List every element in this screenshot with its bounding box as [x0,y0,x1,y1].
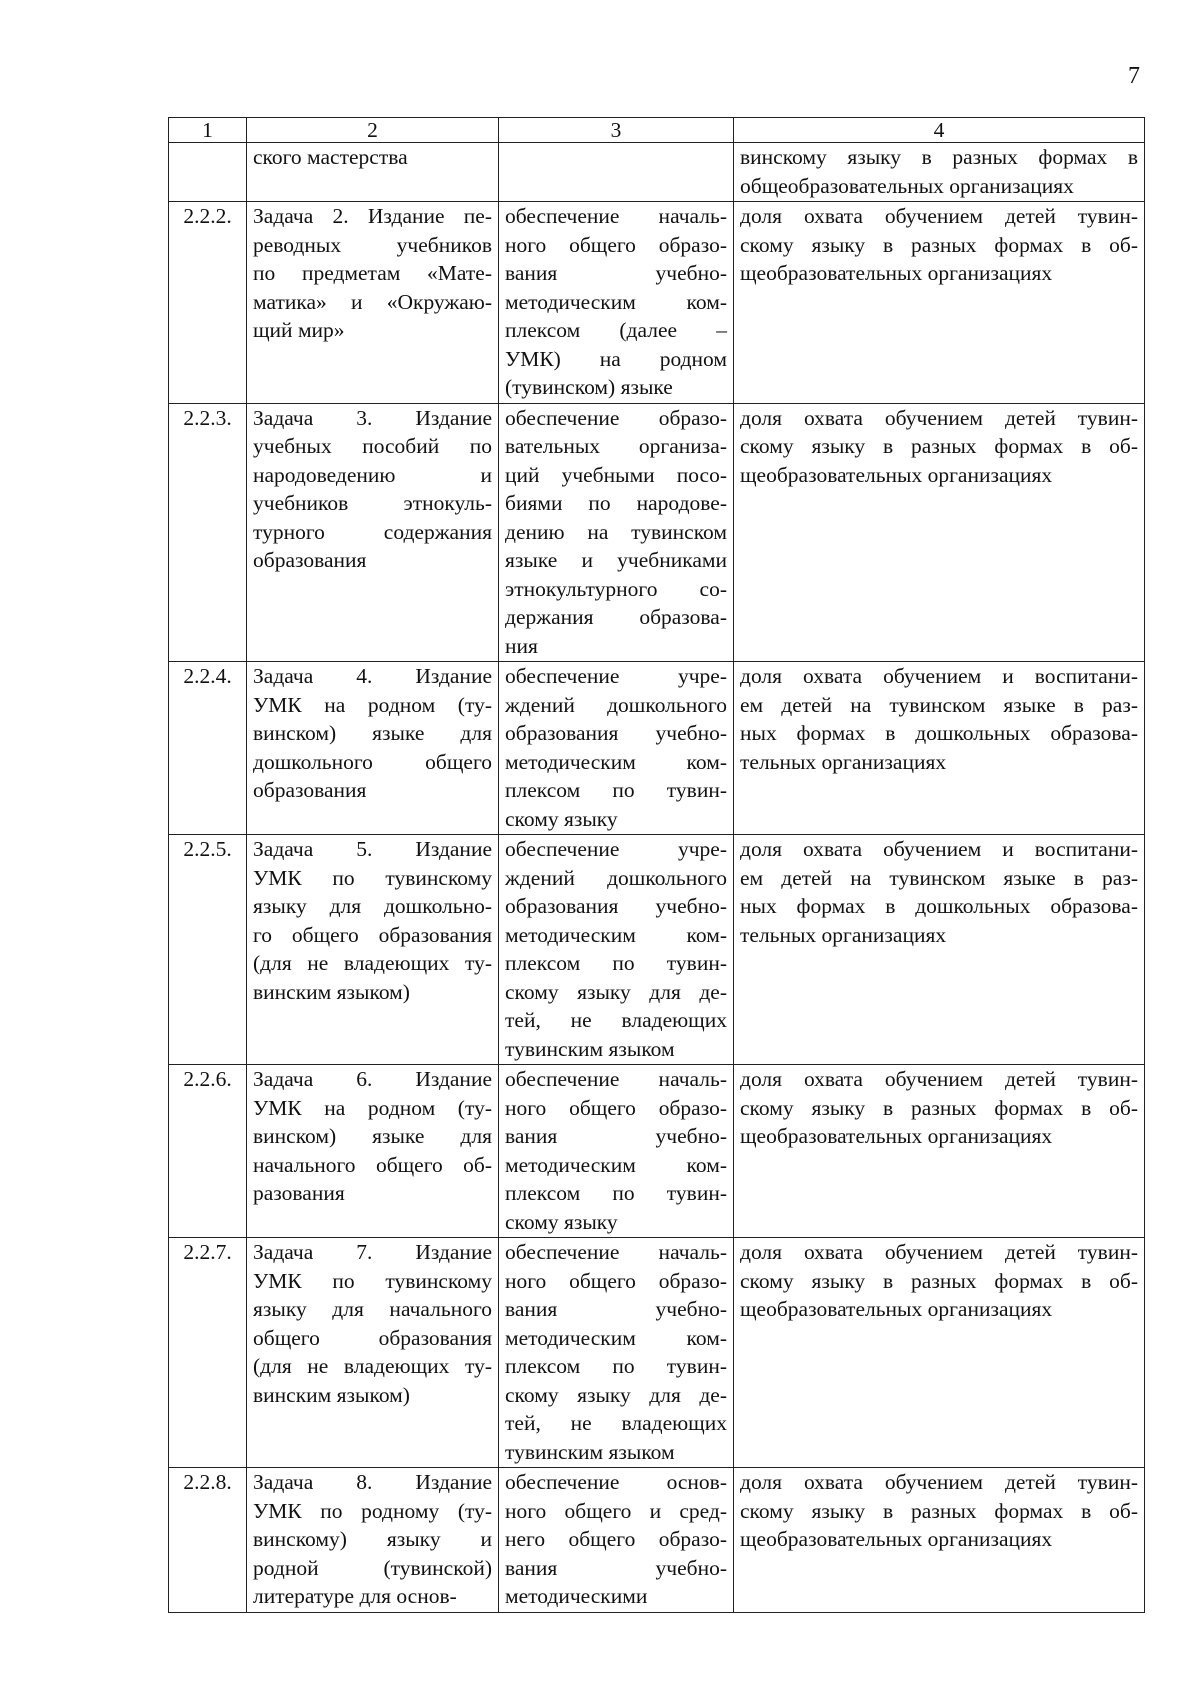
measure-line: образования учебно- [505,721,727,745]
measure-line: этнокультурного со- [505,576,727,601]
task-line: языку для начального [253,1297,492,1321]
table-row [169,1238,1145,1468]
measure-line: ждений дошкольного [505,865,727,890]
indicator-line: тельных организациях [740,749,947,774]
task-line: начального общего об- [253,1152,492,1177]
task-line: УМК по тувинскому [253,865,492,890]
task-line: народоведению и [253,462,492,487]
task-line: по предметам «Мате- [253,261,492,285]
task-line: Задача 6. Издание [253,1067,492,1091]
measure-line: методическим ком- [505,922,727,947]
column-number-row [169,118,1145,143]
measure-line: тей, не владеющих [505,1411,727,1435]
measure-line: плексом по тувин- [505,778,727,802]
indicator-line: скому языку в разных формах в об- [740,1268,1138,1293]
task-line: ского мастерства [253,145,408,169]
task-line: УМК на родном (ту- [253,1095,492,1120]
measure-line: методическим ком- [505,1325,727,1350]
indicator-line: щеобразовательных организациях [740,1124,1053,1148]
table-row [169,403,1145,662]
task-line: Задача 7. Издание [253,1240,492,1264]
item-number-cell: 2.2.3. [169,403,247,662]
task-line: литературе для основ- [253,1584,457,1608]
task-line: винским языком) [253,1382,410,1407]
task-cell [247,662,499,835]
task-line: языку для дошкольно- [253,894,492,918]
measure-line: ного общего образо- [505,232,727,257]
indicator-line: доля охвата обучением детей тувин- [740,1470,1138,1494]
task-line: (для не владеющих ту- [253,1354,492,1378]
task-line: реводных учебников [253,232,492,257]
table-row [169,202,1145,404]
table-body [169,143,1145,1613]
measure-cell [499,1468,734,1613]
table-row [169,1065,1145,1238]
task-line: матика» и «Окружаю- [253,289,492,314]
indicator-line: скому языку в разных формах в об- [740,232,1138,257]
task-line: Задача 4. Издание [253,664,492,688]
indicator-line: доля охвата обучением детей тувин- [740,405,1138,430]
task-line: (для не владеющих ту- [253,951,492,975]
measure-line: плексом по тувин- [505,951,727,975]
task-cell [247,1468,499,1613]
measure-line: него общего образо- [505,1527,727,1551]
measure-line: ций учебными посо- [505,462,727,487]
item-number-cell: 2.2.7. [169,1238,247,1468]
table-row [169,835,1145,1065]
measure-line: плексом по тувин- [505,1181,727,1205]
table-row [169,1468,1145,1613]
measure-cell [499,662,734,835]
column-number: 4 [734,118,1145,143]
measure-line: УМК) на родном [505,346,727,371]
task-line: щий мир» [253,318,345,342]
task-line: винскому) языку и [253,1527,492,1551]
measure-line: обеспечение основ- [505,1470,727,1494]
measure-cell [499,202,734,404]
indicator-line: доля охвата обучением детей тувин- [740,1240,1138,1264]
task-line: учебников этнокуль- [253,491,492,515]
task-line: винским языком) [253,979,410,1004]
indicator-line: щеобразовательных организациях [740,1527,1053,1551]
indicator-cell [734,1468,1145,1613]
task-line: го общего образования [253,922,492,947]
indicator-cell [734,202,1145,404]
item-number-cell: 2.2.5. [169,835,247,1065]
measure-line: биями по народове- [505,491,727,515]
measure-line: вания учебно- [505,1124,727,1148]
task-cell [247,403,499,662]
indicator-line: щеобразовательных организациях [740,462,1053,487]
column-number: 2 [247,118,499,143]
measure-line: скому языку [505,1209,618,1234]
measure-line: (тувинском) языке [505,375,673,399]
measure-line: ного общего образо- [505,1268,727,1293]
measure-line: обеспечение началь- [505,1240,727,1264]
table-row [169,143,1145,202]
task-cell [247,143,499,202]
task-line: Задача 5. Издание [253,837,492,861]
task-line: Задача 2. Издание пе- [253,204,492,228]
measure-line: тувинским языком [505,1439,675,1464]
indicator-line: ных формах в дошкольных образова- [740,894,1138,918]
measure-cell [499,143,734,202]
measure-line: вательных организа- [505,434,727,458]
task-line: образования [253,548,367,572]
task-line: дошкольного общего [253,749,492,774]
task-cell [247,1238,499,1468]
measure-line: образования учебно- [505,894,727,918]
measure-line: плексом (далее – [505,318,727,342]
measure-line: языке и учебниками [505,548,727,572]
indicator-cell [734,1238,1145,1468]
measure-cell [499,403,734,662]
indicator-cell [734,835,1145,1065]
measure-line: ного общего и сред- [505,1498,727,1523]
indicator-line: винскому языку в разных формах в [740,145,1138,169]
indicator-line: доля охвата обучением детей тувин- [740,204,1138,228]
indicator-line: тельных организациях [740,922,947,947]
measure-line: вания учебно- [505,261,727,285]
indicator-line: ем детей на тувинском языке в раз- [740,865,1138,890]
task-line: родной (тувинской) [253,1555,492,1580]
task-line: Задача 3. Издание [253,405,492,430]
task-cell [247,835,499,1065]
column-number: 3 [499,118,734,143]
measure-line: скому языку для де- [505,979,727,1004]
measure-line: методическими [505,1584,648,1608]
indicator-line: скому языку в разных формах в об- [740,434,1138,458]
item-number-cell [169,143,247,202]
measure-cell [499,1065,734,1238]
measure-line: вания учебно- [505,1297,727,1321]
item-number-cell: 2.2.8. [169,1468,247,1613]
indicator-line: доля охвата обучением и воспитани- [740,837,1138,861]
indicator-line: ных формах в дошкольных образова- [740,721,1138,745]
task-line: УМК на родном (ту- [253,692,492,717]
indicator-line: скому языку в разных формах в об- [740,1498,1138,1523]
measure-line: обеспечение учре- [505,664,727,688]
task-line: УМК по родному (ту- [253,1498,492,1523]
measure-line: ного общего образо- [505,1095,727,1120]
program-table [168,117,1145,1613]
indicator-line: скому языку в разных формах в об- [740,1095,1138,1120]
task-cell [247,1065,499,1238]
task-line: разования [253,1181,345,1205]
task-line: Задача 8. Издание [253,1470,492,1494]
measure-line: держания образова- [505,605,727,629]
measure-line: обеспечение началь- [505,204,727,228]
page-number: 7 [1128,63,1140,89]
task-line: УМК по тувинскому [253,1268,492,1293]
task-cell [247,202,499,404]
indicator-line: щеобразовательных организациях [740,1297,1053,1321]
indicator-line: щеобразовательных организациях [740,261,1053,285]
column-number: 1 [169,118,247,143]
measure-cell [499,835,734,1065]
indicator-cell [734,143,1145,202]
measure-line: дению на тувинском [505,519,727,544]
table-row [169,662,1145,835]
measure-line: скому языку для де- [505,1382,727,1407]
indicator-cell [734,662,1145,835]
measure-cell [499,1238,734,1468]
indicator-cell [734,403,1145,662]
indicator-line: доля охвата обучением детей тувин- [740,1067,1138,1091]
indicator-line: ем детей на тувинском языке в раз- [740,692,1138,717]
measure-line: методическим ком- [505,749,727,774]
indicator-line: доля охвата обучением и воспитани- [740,664,1138,688]
measure-line: тувинским языком [505,1036,675,1061]
measure-line: обеспечение учре- [505,837,727,861]
indicator-cell [734,1065,1145,1238]
measure-line: скому языку [505,806,618,831]
measure-line: тей, не владеющих [505,1008,727,1032]
measure-line: методическим ком- [505,1152,727,1177]
measure-line: вания учебно- [505,1555,727,1580]
item-number-cell: 2.2.6. [169,1065,247,1238]
task-line: образования [253,778,367,802]
task-line: винском) языке для [253,1124,492,1148]
measure-line: методическим ком- [505,289,727,314]
task-line: общего образования [253,1325,492,1350]
task-line: турного содержания [253,519,492,544]
item-number-cell: 2.2.4. [169,662,247,835]
measure-line: плексом по тувин- [505,1354,727,1378]
measure-line: обеспечение образо- [505,405,727,430]
measure-line: ния [505,633,538,658]
indicator-line: общеобразовательных организациях [740,173,1074,198]
item-number-cell: 2.2.2. [169,202,247,404]
task-line: винском) языке для [253,721,492,745]
measure-line: обеспечение началь- [505,1067,727,1091]
task-line: учебных пособий по [253,434,492,458]
measure-line: ждений дошкольного [505,692,727,717]
